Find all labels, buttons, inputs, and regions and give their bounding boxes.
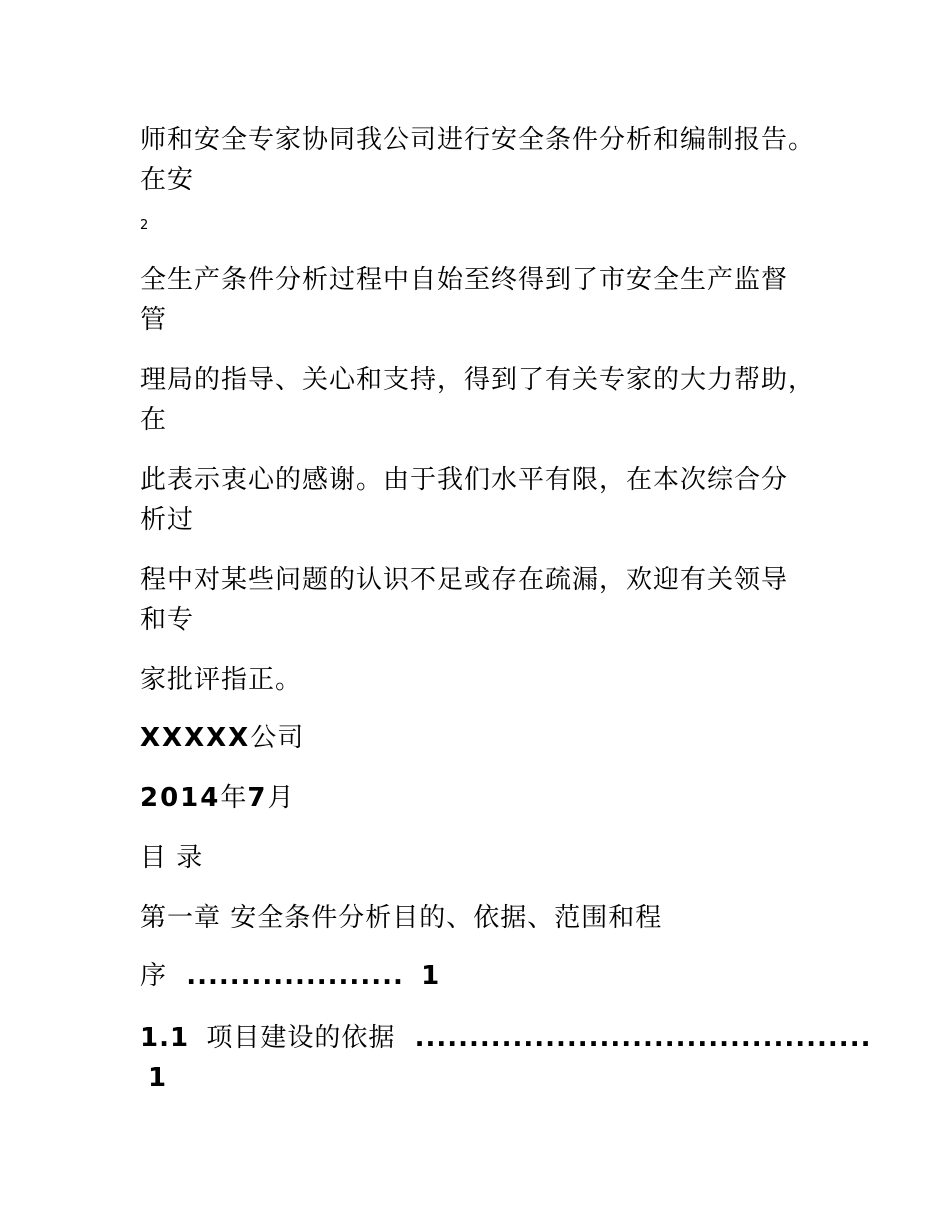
toc-page-number: 1	[148, 1063, 168, 1093]
toc-leader-dots: ....................	[186, 961, 404, 991]
toc-section-title: 项目建设的依据	[206, 1023, 396, 1053]
paragraph-line: 析过	[140, 505, 195, 535]
paragraph-line: 在	[140, 405, 168, 435]
paragraph-line: 和专	[140, 605, 195, 635]
date-month-char: 月	[267, 783, 295, 813]
toc-section-number: 1.1	[140, 1023, 190, 1053]
paragraph-line: 全生产条件分析过程中自始至终得到了市安全生产监督	[140, 265, 789, 295]
toc-chapter1-cont: 序	[140, 961, 168, 991]
paragraph-line: 此表示衷心的感谢。由于我们水平有限，在本次综合分	[140, 465, 789, 495]
paragraph-line: 在安	[140, 165, 195, 195]
paragraph-line: 程中对某些问题的认识不足或存在疏漏，欢迎有关领导	[140, 565, 789, 595]
company-signature	[140, 718, 304, 758]
company-suffix: 公司	[250, 723, 305, 753]
toc-leader-dots: ..........................................	[414, 1023, 872, 1053]
paragraph-line: 家批评指正。	[140, 665, 303, 695]
toc-heading: 目 录	[140, 843, 204, 873]
toc-page-number: 1	[421, 961, 441, 991]
toc-section1-page	[148, 1058, 167, 1098]
paragraph-line: 管	[140, 305, 168, 335]
date-year-char: 年	[220, 783, 248, 813]
page-number: 2	[140, 218, 149, 233]
paragraph-line: 师和安全专家协同我公司进行安全条件分析和编制报告。	[140, 125, 816, 155]
toc-chapter1-entry	[140, 956, 440, 996]
paragraph-line: 理局的指导、关心和支持，得到了有关专家的大力帮助，	[140, 365, 816, 395]
toc-section1-entry	[140, 1018, 871, 1058]
date-month: 7	[247, 783, 268, 813]
company-name: XXXXX	[140, 723, 251, 753]
report-date	[140, 778, 295, 818]
toc-chapter1-title: 第一章 安全条件分析目的、依据、范围和程	[140, 903, 663, 933]
date-year: 2014	[140, 783, 221, 813]
